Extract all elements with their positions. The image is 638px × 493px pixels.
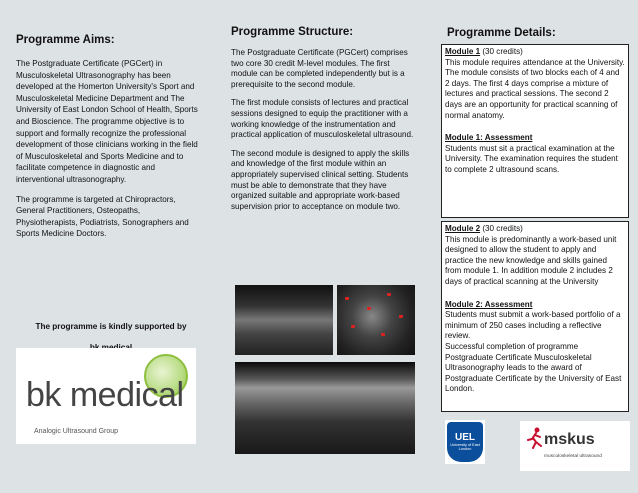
- doppler-flow-mark: [351, 325, 355, 328]
- module-1-description: This module requires attendance at the University. The module consists of two blocks each of 4 and 2 days. The first 4 days comprise a mixture of lectures and practical sessions. The second 2 days are an opportunity for practical scanning of normal anatomy.: [445, 57, 625, 120]
- bk-medical-logo: [16, 348, 196, 444]
- aims-heading: Programme Aims:: [16, 34, 115, 46]
- doppler-flow-mark: [381, 333, 385, 336]
- ultrasound-image-doppler: [337, 285, 415, 355]
- module-2-description: This module is predominantly a work-based unit designed to allow the student to apply and practice the new knowledge and skills gained from module 1. In addition module 2 includes 2 days of practical scanning at the University: [445, 234, 617, 286]
- doppler-flow-mark: [367, 307, 371, 310]
- bk-medical-wordmark: bk medical: [26, 376, 184, 414]
- module-1-title-line: [445, 47, 625, 58]
- module-1-box: [441, 44, 629, 218]
- uel-logo: [445, 420, 485, 464]
- module-2-assessment-title: Module 2: Assessment: [445, 299, 533, 309]
- module-2-title-line: [445, 224, 625, 235]
- module-2-credits: (30 credits): [480, 224, 523, 233]
- module-1-assessment-text: Students must sit a practical examination at the University. The examination requires the student to complete 2 ultrasound scans.: [445, 143, 618, 174]
- module-1-assessment-title: Module 1: Assessment: [445, 133, 533, 143]
- details-heading: Programme Details:: [447, 27, 556, 39]
- structure-paragraph-2: The first module consists of lectures and practical sessions designed to equip the practitioner with a working knowledge of the instrumentation and practical application of musculoskeletal ultrasound.: [231, 98, 414, 140]
- module-2-title: Module 2: [445, 224, 481, 233]
- aims-paragraph-2: The programme is targeted at Chiropractors, General Practitioners, Osteopaths, Physiotherapists, Podiatrists, Sonographers and Sports Medicine Doctors.: [16, 194, 189, 239]
- module-2-box: [441, 221, 629, 412]
- uel-name: University of East London: [450, 443, 480, 451]
- mskus-logo: [520, 421, 630, 471]
- structure-paragraph-3: The second module is designed to apply the skills and knowledge of the first module within an appropriately supervised clinical setting. Students must be able to demonstrate that they have organized suitable and appropriate work-based supervision prior to acceptance on module two.: [231, 148, 410, 211]
- doppler-flow-mark: [399, 315, 403, 318]
- mskus-subtitle: musculoskeletal ultrasound: [544, 454, 602, 459]
- doppler-flow-mark: [345, 297, 349, 300]
- module-1-title: Module 1: [445, 47, 481, 56]
- doppler-flow-mark: [387, 293, 391, 296]
- module-1-credits: (30 credits): [480, 47, 523, 56]
- structure-paragraph-1: The Postgraduate Certificate (PGCert) comprises two core 30 credit M-level modules. The first module can be completed independently but is a prerequisite to the second module.: [231, 48, 408, 89]
- structure-heading: Programme Structure:: [231, 26, 354, 38]
- completion-text: Successful completion of programme Postgraduate Certificate Musculoskeletal Ultrasonography leads to the award of Postgraduate Certificate by the University of East London.: [445, 341, 622, 394]
- aims-paragraph-1: The Postgraduate Certificate (PGCert) in Musculoskeletal Ultrasonography has been developed at the Homerton University's Sport and Musculoskeletal Medicine Department and The University of East London School of Health, Sports and Bioscience. The programme objective is to support and formally recognize the professional development of those clinicians working in the field of Musculoskeletal and Sports Medicine and to facilitate competence in diagnostic and interventional ultrasonography.: [16, 59, 198, 184]
- uel-abbr: UEL: [455, 432, 475, 443]
- ultrasound-image-panoramic: [235, 362, 415, 454]
- module-2-assessment-text: Students must submit a work-based portfolio of a minimum of 250 cases including a reflective review.: [445, 310, 621, 341]
- uel-shield-icon: [447, 422, 483, 462]
- mskus-wordmark: mskus: [544, 431, 595, 448]
- bk-medical-tagline: Analogic Ultrasound Group: [34, 428, 119, 435]
- ultrasound-image-longitudinal: [235, 285, 333, 355]
- support-line-1: The programme is kindly supported by: [35, 322, 187, 331]
- running-figure-icon: [526, 427, 544, 449]
